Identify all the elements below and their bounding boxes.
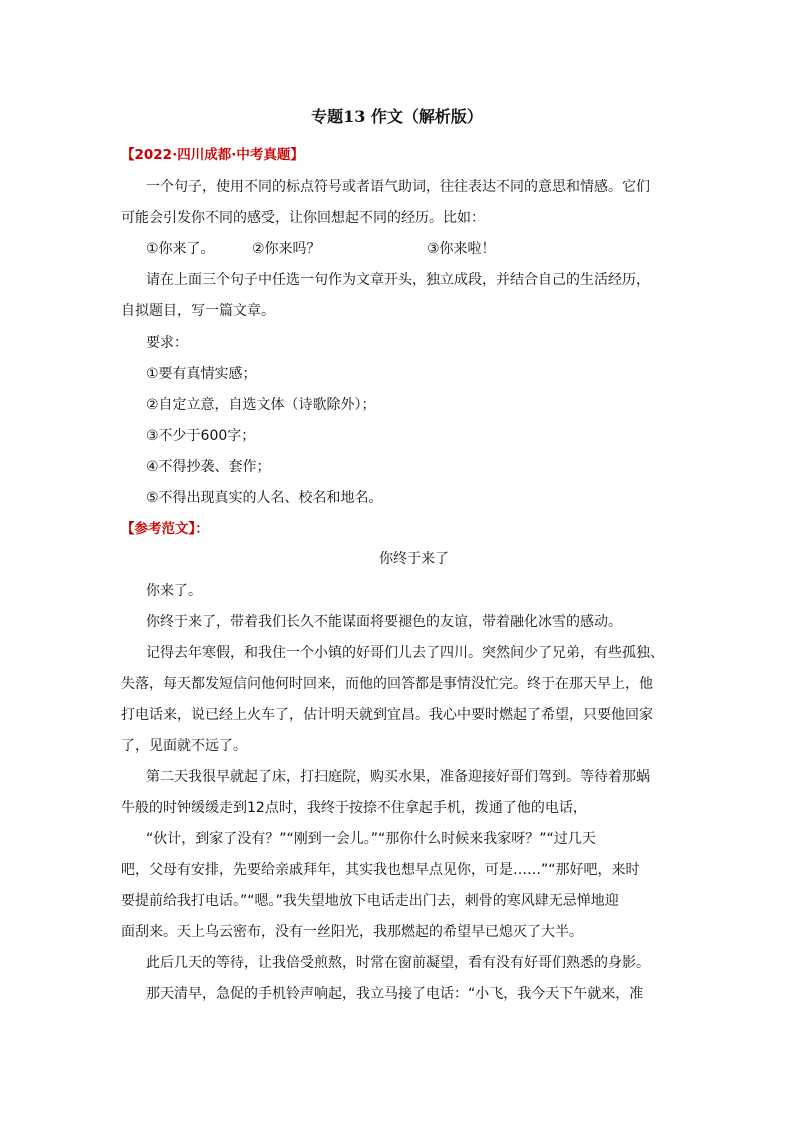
essay-line: 此后几天的等待，让我倍受煎熬，时常在窗前凝望，看有没有好哥们熟悉的身影。 — [146, 955, 650, 971]
requirement-item: ④不得抄袭、套作； — [146, 459, 271, 475]
essay-title: 你终于来了 — [379, 551, 449, 567]
exam-source-tag: 【2022·四川成都·中考真题】 — [121, 147, 304, 163]
option-1: ①你来了。 — [146, 241, 215, 257]
option-3: ③你来啦！ — [427, 241, 496, 257]
requirement-item: ③不少于600字； — [146, 428, 256, 444]
essay-line: 失落，每天都发短信问他何时回来，而他的回答都是事情没忙完。终于在那天早上，他 — [121, 676, 653, 692]
essay-line: 了，见面就不远了。 — [121, 738, 247, 754]
essay-line: 第二天我很早就起了床，打扫庭院，购买水果，准备迎接好哥们驾到。等待着那蜗 — [146, 769, 650, 785]
option-2: ②你来吗？ — [252, 241, 321, 257]
essay-line: 那天清早，急促的手机铃声响起，我立马接了电话：“小飞，我今天下午就来，准 — [146, 986, 644, 1002]
essay-line: 要提前给我打电话。”“嗯。”我失望地放下电话走出门去，刺骨的寒风肆无忌惮地迎 — [121, 893, 619, 909]
requirement-item: ⑤不得出现真实的人名、校名和地名。 — [146, 490, 383, 506]
essay-line: “伙计，到家了没有？”“刚到一会儿。”“那你什么时候来我家呀？”“过几天 — [146, 831, 596, 847]
prompt-line: 自拟题目，写一篇文章。 — [121, 303, 275, 319]
essay-line: 记得去年寒假，和我住一个小镇的好哥们儿去了四川。突然间少了兄弟，有些孤独、 — [146, 645, 664, 661]
page-title: 专题13 作文（解析版） — [311, 107, 483, 126]
essay-line: 你终于来了，带着我们长久不能谋面将要褪色的友谊，带着融化冰雪的感动。 — [146, 614, 622, 630]
essay-line: 吧，父母有安排，先要给亲戚拜年，其实我也想早点见你，可是……”“那好吧，来时 — [121, 862, 640, 878]
requirement-item: ①要有真情实感； — [146, 366, 257, 382]
essay-line: 打电话来，说已经上火车了，估计明天就到宜昌。我心中要时燃起了希望，只要他回家 — [121, 707, 653, 723]
essay-line: 牛般的时钟缓缓走到12点时，我终于按捺不住拿起手机，拨通了他的电话， — [121, 800, 587, 816]
prompt-line: 请在上面三个句子中任选一句作为文章开头，独立成段，并结合自己的生活经历， — [146, 272, 650, 288]
prompt-line: 可能会引发你不同的感受，让你回想起不同的经历。比如： — [121, 210, 485, 226]
prompt-line: 一个句子，使用不同的标点符号或者语气助词，往往表达不同的意思和情感。它们 — [146, 179, 650, 195]
sample-essay-tag: 【参考范文】： — [121, 521, 209, 537]
essay-line: 面刮来。天上乌云密布，没有一丝阳光，我那燃起的希望早已熄灭了大半。 — [121, 924, 583, 940]
essay-line: 你来了。 — [146, 583, 202, 599]
requirement-item: ②自定立意，自选文体（诗歌除外）； — [146, 397, 376, 413]
requirements-label: 要求： — [146, 335, 188, 351]
